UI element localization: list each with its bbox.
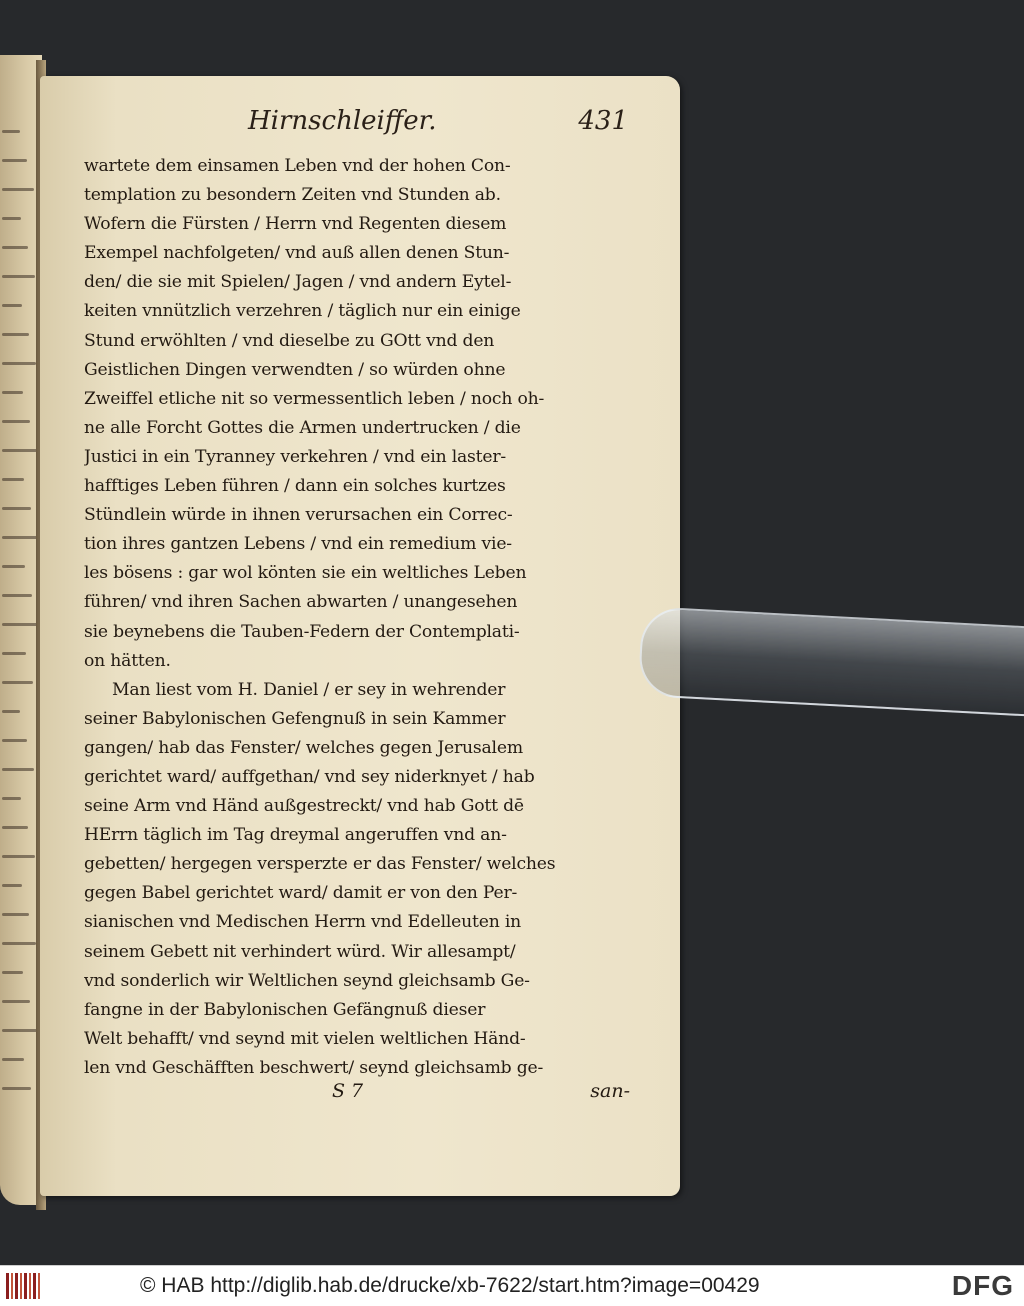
previous-page-text-mark xyxy=(2,942,36,945)
previous-page-text-mark xyxy=(2,275,35,278)
previous-page-text-mark xyxy=(2,855,35,858)
text-line: gegen Babel gerichtet ward/ damit er von den Per- xyxy=(84,883,518,904)
text-line: führen/ vnd ihren Sachen abwarten / unangesehen xyxy=(84,592,518,613)
previous-page-text-mark xyxy=(2,797,21,800)
text-line: Exempel nachfolgeten/ vnd auß allen denen Stun- xyxy=(84,243,510,264)
text-line: Justici in ein Tyranney verkehren / vnd ein laster- xyxy=(84,446,506,467)
text-line: gerichtet ward/ auffgethan/ vnd sey niderknyet / hab xyxy=(84,766,535,787)
previous-page-text-mark xyxy=(2,565,25,568)
book-page xyxy=(40,76,680,1196)
previous-page-text-mark xyxy=(2,1058,24,1061)
previous-page-text-mark xyxy=(2,333,29,336)
text-line: HErrn täglich im Tag dreymal angeruffen vnd an- xyxy=(84,825,507,846)
previous-page-text-mark xyxy=(2,739,27,742)
text-line: Stund erwöhlten / vnd dieselbe zu GOtt vnd den xyxy=(84,330,495,351)
previous-page-text-mark xyxy=(2,391,23,394)
previous-page-text-mark xyxy=(2,159,27,162)
text-line: keiten vnnützlich verzehren / täglich nur ein einige xyxy=(84,301,521,322)
previous-page-text-mark xyxy=(2,971,23,974)
body-text xyxy=(84,152,644,1083)
previous-page-text-mark xyxy=(2,217,21,220)
text-line: gebetten/ hergegen versperzte er das Fenster/ welches xyxy=(84,854,556,875)
previous-page-text-mark xyxy=(2,188,34,191)
previous-page-text-mark xyxy=(2,420,30,423)
signature-mark: S 7 xyxy=(332,1080,364,1102)
page-number: 431 xyxy=(578,106,628,136)
text-line: les bösens : gar wol könten sie ein weltliches Leben xyxy=(84,563,527,584)
page-holder-pointer xyxy=(638,606,1024,718)
previous-page-text-mark xyxy=(2,913,29,916)
text-line: Geistlichen Dingen verwendten / so würden ohne xyxy=(84,359,506,380)
previous-page-text-mark xyxy=(2,246,28,249)
text-line: seine Arm vnd Händ außgestreckt/ vnd hab Gott dē xyxy=(84,796,524,817)
previous-page-text-mark xyxy=(2,652,26,655)
text-line: Man liest vom H. Daniel / er sey in wehrender xyxy=(112,679,506,700)
source-credit: © HAB http://diglib.hab.de/drucke/xb-7622/start.htm?image=00429 xyxy=(140,1274,760,1297)
running-head: Hirnschleiffer. xyxy=(248,106,437,136)
previous-page-text-mark xyxy=(2,507,31,510)
previous-page-text-mark xyxy=(2,768,34,771)
text-line: wartete dem einsamen Leben vnd der hohen Con- xyxy=(84,156,511,176)
previous-page-text-mark xyxy=(2,1087,31,1090)
previous-page-text-mark xyxy=(2,594,32,597)
text-line: Wofern die Fürsten / Herrn vnd Regenten diesem xyxy=(84,214,507,235)
previous-page-text-mark xyxy=(2,884,22,887)
text-line: fangne in der Babylonischen Gefängnuß dieser xyxy=(84,999,486,1020)
previous-page-text-mark xyxy=(2,304,22,307)
dfg-logo: DFG xyxy=(951,1270,1014,1301)
previous-page-text-mark xyxy=(2,130,20,133)
text-line: gangen/ hab das Fenster/ welches gegen Jerusalem xyxy=(84,737,523,758)
previous-page-text-mark xyxy=(2,623,39,626)
text-line: sianischen vnd Medischen Herrn vnd Edelleuten in xyxy=(84,912,521,933)
text-line: vnd sonderlich wir Weltlichen seynd gleichsamb Ge- xyxy=(84,970,530,991)
text-line: ne alle Forcht Gottes die Armen undertrucken / die xyxy=(84,417,521,438)
text-line: Welt behafft/ vnd seynd mit vielen weltlichen Händ- xyxy=(84,1028,526,1049)
previous-page-text-mark xyxy=(2,449,37,452)
text-line: seinem Gebett nit verhindert würd. Wir allesampt/ xyxy=(84,941,516,962)
text-line: hafftiges Leben führen / dann ein solches kurtzes xyxy=(84,476,506,497)
text-line: tion ihres gantzen Lebens / vnd ein remedium vie- xyxy=(84,534,512,555)
page-header xyxy=(248,106,628,142)
text-line: Stündlein würde in ihnen verursachen ein Correc- xyxy=(84,505,513,526)
text-line: len vnd Geschäfften beschwert/ seynd gleichsamb ge- xyxy=(84,1057,544,1078)
previous-page-text-mark xyxy=(2,478,24,481)
previous-page-text-mark xyxy=(2,681,33,684)
page-footer xyxy=(110,1080,630,1112)
previous-page-text-mark xyxy=(2,1029,37,1032)
viewer-footer-bar xyxy=(0,1265,1024,1306)
previous-page-text-mark xyxy=(2,362,36,365)
text-line: sie beynebens die Tauben-Federn der Contemplati- xyxy=(84,621,520,642)
previous-page-text-mark xyxy=(2,710,20,713)
previous-page-text-mark xyxy=(2,1000,30,1003)
text-line: on hätten. xyxy=(84,650,171,671)
previous-page-text-mark xyxy=(2,536,38,539)
catchword: san- xyxy=(590,1080,630,1102)
text-line: Zweiffel etliche nit so vermessentlich leben / noch oh- xyxy=(84,388,545,409)
text-line: templation zu besondern Zeiten vnd Stunden ab. xyxy=(84,185,501,206)
previous-page-text-mark xyxy=(2,826,28,829)
text-line: den/ die sie mit Spielen/ Jagen / vnd andern Eytel- xyxy=(84,272,512,293)
barcode-icon xyxy=(6,1273,40,1299)
text-line: seiner Babylonischen Gefengnuß in sein Kammer xyxy=(84,708,506,729)
